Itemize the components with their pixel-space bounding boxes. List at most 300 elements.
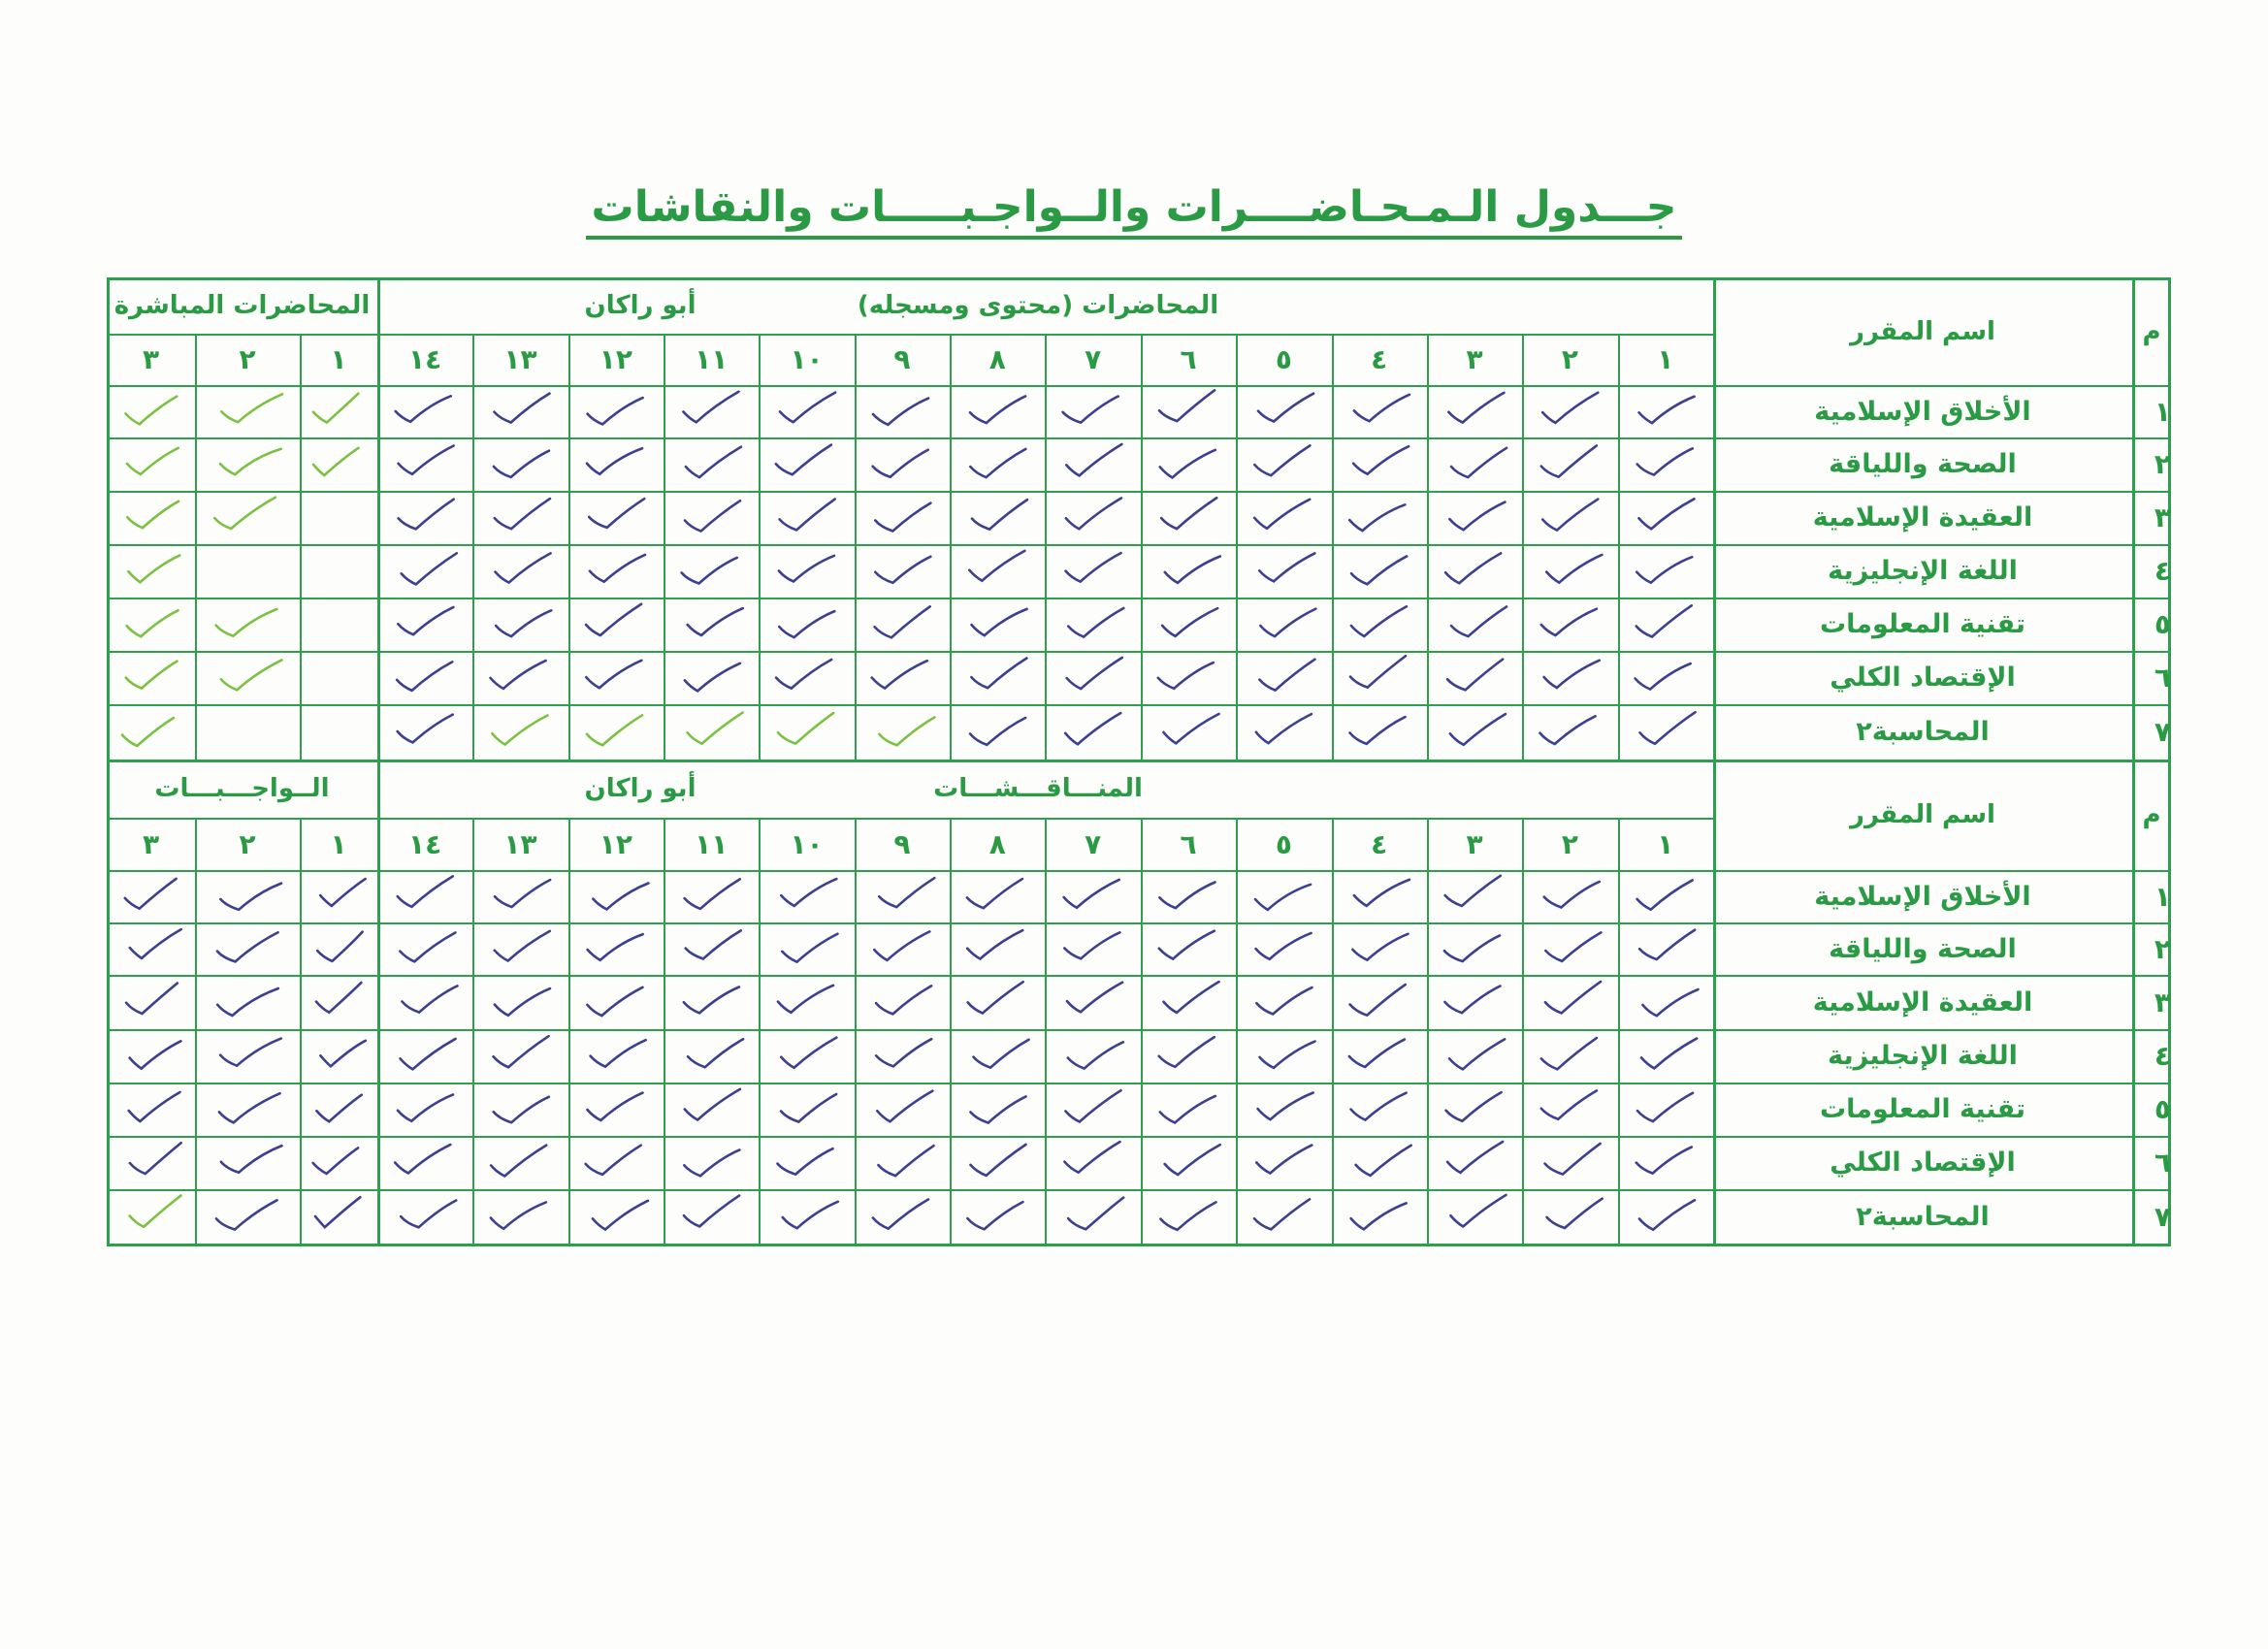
discussions-side-check-mark [107,922,195,975]
lectures-check-mark [568,704,664,760]
discussions-side-check-mark [300,1083,377,1136]
lectures-check-mark [1427,651,1522,704]
lectures-check-mark [1045,598,1140,651]
discussions-side-header: الــواجـــبـــات [154,774,330,803]
lectures-check-mark [855,385,950,437]
discussions-course-name: تقنية المعلومات [1819,1094,2026,1124]
discussions-course-header: اسم المقرر [1850,800,1995,829]
discussions-check-mark [1427,922,1522,975]
lectures-col-label: ١ [1657,343,1674,375]
lectures-index-header: م [2142,316,2161,346]
discussions-check-mark [1045,1083,1140,1136]
discussions-check-mark [855,1029,950,1083]
lectures-check-mark [1045,704,1140,760]
discussions-check-mark [759,1189,854,1244]
discussions-row-index: ٤ [2154,1040,2171,1072]
discussions-check-mark [950,1189,1045,1244]
discussions-row-index: ٥ [2154,1093,2171,1125]
lectures-col-label: ١١ [695,343,729,375]
lectures-check-mark [664,544,759,598]
discussions-check-mark [1522,1029,1617,1083]
lectures-side-check-mark [300,437,377,491]
page-title-text: جـــدول الـمـحـاضــــرات والــواجـبـــــات والنقاشات [586,182,1683,240]
lectures-check-mark [1045,491,1140,544]
discussions-col-label: ٨ [988,827,1006,860]
discussions-check-mark [855,1189,950,1244]
lectures-row-index: ٦ [2154,662,2171,694]
discussions-check-mark [759,1029,854,1083]
lectures-check-mark [377,544,472,598]
discussions-row-index: ١ [2154,880,2171,913]
discussions-check-mark [472,1029,567,1083]
lectures-check-mark [1332,437,1427,491]
lectures-side-check-mark [107,491,195,544]
discussions-side-check-mark [107,870,195,922]
lectures-col-label: ٤ [1371,343,1388,375]
lectures-check-mark [472,651,567,704]
lectures-check-mark [1427,598,1522,651]
discussions-side-check-mark [195,870,300,922]
lectures-check-mark [472,385,567,437]
discussions-col-label: ١ [1657,827,1674,860]
lectures-check-mark [1332,704,1427,760]
discussions-check-mark [1332,870,1427,922]
discussions-check-mark [1141,870,1236,922]
discussions-check-mark [1236,1083,1331,1136]
discussions-col-label: ٩ [893,827,911,860]
lectures-check-mark [472,704,567,760]
discussions-col-label: ٤ [1371,827,1388,860]
discussions-col-label: ٦ [1180,827,1197,860]
lectures-side-col-label: ٢ [239,343,256,375]
discussions-index-header: م [2142,800,2161,829]
discussions-check-mark [568,1083,664,1136]
discussions-check-mark [950,922,1045,975]
lectures-check-mark [1236,491,1331,544]
lectures-check-mark [759,704,854,760]
lectures-check-mark [1141,704,1236,760]
discussions-side-col-label: ١ [330,827,347,860]
lectures-col-label: ١٢ [599,343,632,375]
lectures-row-index: ١ [2154,395,2171,428]
lectures-check-mark [759,385,854,437]
lectures-check-mark [377,704,472,760]
lectures-check-mark [1522,437,1617,491]
lectures-side-check-mark [107,544,195,598]
lectures-check-mark [568,437,664,491]
discussions-row-index: ٦ [2154,1147,2171,1179]
lectures-check-mark [1141,651,1236,704]
discussions-bottom-border [107,1244,2171,1246]
discussions-check-mark [1236,1029,1331,1083]
discussions-check-mark [1236,975,1331,1029]
discussions-check-mark [1332,1136,1427,1189]
discussions-col-label: ١٢ [599,827,632,860]
lectures-side-col-label: ٣ [142,343,160,375]
discussions-check-mark [664,1136,759,1189]
lectures-check-mark [1141,437,1236,491]
discussions-side-check-mark [107,975,195,1029]
lectures-side-check-mark [195,491,300,544]
lectures-check-mark [1618,544,1713,598]
discussions-check-mark [1045,870,1140,922]
lectures-check-mark [664,437,759,491]
discussions-course-name: اللغة الإنجليزية [1828,1041,2018,1071]
discussions-check-mark [664,1189,759,1244]
discussions-check-mark [950,1083,1045,1136]
lectures-course-header: اسم المقرر [1850,316,1995,346]
lectures-side-check-mark [195,651,300,704]
lectures-check-mark [950,437,1045,491]
discussions-check-mark [1141,1189,1236,1244]
discussions-check-mark [472,870,567,922]
lectures-check-mark [759,491,854,544]
discussions-side-check-mark [300,870,377,922]
discussions-check-mark [1427,1029,1522,1083]
lectures-check-mark [1045,544,1140,598]
lectures-col-label: ٦ [1180,343,1197,375]
discussions-side-check-mark [195,975,300,1029]
discussions-check-mark [1332,1029,1427,1083]
lectures-check-mark [568,544,664,598]
discussions-side-check-mark [107,1083,195,1136]
discussions-check-mark [1332,975,1427,1029]
discussions-course-name: المحاسبة٢ [1856,1201,1990,1232]
discussions-side-check-mark [300,975,377,1029]
discussions-check-mark [1332,1189,1427,1244]
lectures-check-mark [664,704,759,760]
discussions-check-mark [1618,1136,1713,1189]
discussions-check-mark [664,1029,759,1083]
discussions-side-col-label: ٢ [239,827,256,860]
lectures-col-label: ٩ [893,343,911,375]
discussions-check-mark [377,975,472,1029]
lectures-side-check-mark [195,385,300,437]
lectures-check-mark [1141,385,1236,437]
lectures-row-index: ٤ [2154,555,2171,587]
discussions-check-mark [1045,1136,1140,1189]
lectures-col-label: ١٣ [503,343,537,375]
lectures-check-mark [1236,437,1331,491]
lectures-check-mark [1045,651,1140,704]
lectures-check-mark [855,651,950,704]
discussions-check-mark [950,1136,1045,1189]
lectures-check-mark [377,437,472,491]
discussions-course-name: الإقتصاد الكلي [1830,1148,2016,1178]
lectures-check-mark [1427,491,1522,544]
discussions-side-check-mark [107,1029,195,1083]
discussions-abu-rakan-label: أبو راكان [584,774,697,803]
lectures-check-mark [377,491,472,544]
discussions-group-header: المنـــاقـــشـــات [933,774,1143,803]
lectures-check-mark [759,651,854,704]
discussions-check-mark [568,922,664,975]
lectures-check-mark [1522,544,1617,598]
lectures-check-mark [1618,437,1713,491]
discussions-check-mark [1522,1083,1617,1136]
discussions-side-check-mark [107,1189,195,1244]
discussions-check-mark [1618,1029,1713,1083]
tracking-sheet [105,277,2171,1249]
lectures-check-mark [1522,598,1617,651]
discussions-row-index: ٣ [2154,986,2171,1018]
lectures-check-mark [1236,651,1331,704]
discussions-side-check-mark [195,922,300,975]
lectures-side-header: المحاضرات المباشرة [113,291,371,320]
discussions-col-label: ١١ [695,827,729,860]
lectures-course-name: الإقتصاد الكلي [1830,663,2016,693]
lectures-side-col-label: ١ [330,343,347,375]
discussions-check-mark [664,870,759,922]
discussions-check-mark [1236,1136,1331,1189]
discussions-check-mark [568,870,664,922]
lectures-check-mark [568,598,664,651]
lectures-check-mark [855,704,950,760]
discussions-side-col-label: ٣ [142,827,160,860]
lectures-course-name: المحاسبة٢ [1856,717,1990,747]
lectures-check-mark [472,598,567,651]
discussions-col-label: ٥ [1275,827,1292,860]
discussions-col-label: ٢ [1561,827,1578,860]
lectures-row-index: ٧ [2154,716,2171,748]
page-title [0,182,2268,232]
lectures-check-mark [568,651,664,704]
lectures-check-mark [1045,437,1140,491]
lectures-check-mark [664,651,759,704]
lectures-check-mark [664,491,759,544]
lectures-check-mark [950,491,1045,544]
lectures-col-label: ٥ [1275,343,1292,375]
lectures-check-mark [1522,651,1617,704]
discussions-check-mark [377,1083,472,1136]
lectures-check-mark [568,491,664,544]
discussions-check-mark [1141,1136,1236,1189]
lectures-check-mark [1427,704,1522,760]
discussions-check-mark [568,1189,664,1244]
discussions-check-mark [1332,922,1427,975]
lectures-check-mark [1427,437,1522,491]
discussions-check-mark [855,1136,950,1189]
lectures-check-mark [950,598,1045,651]
lectures-check-mark [950,544,1045,598]
discussions-check-mark [377,1189,472,1244]
discussions-side-check-mark [195,1029,300,1083]
lectures-check-mark [950,651,1045,704]
lectures-check-mark [472,491,567,544]
lectures-group-header: المحاضرات (محتوى ومسجله) [857,291,1219,320]
discussions-side-check-mark [195,1136,300,1189]
discussions-check-mark [1427,975,1522,1029]
discussions-check-mark [855,1083,950,1136]
discussions-check-mark [664,922,759,975]
discussions-check-mark [1045,922,1140,975]
discussions-col-label: ٧ [1085,827,1102,860]
discussions-check-mark [950,975,1045,1029]
discussions-check-mark [1141,922,1236,975]
lectures-check-mark [1618,704,1713,760]
lectures-check-mark [1522,704,1617,760]
lectures-side-check-mark [300,385,377,437]
lectures-check-mark [950,704,1045,760]
discussions-check-mark [759,870,854,922]
lectures-check-mark [568,385,664,437]
lectures-check-mark [855,437,950,491]
discussions-check-mark [1522,1136,1617,1189]
discussions-check-mark [950,1029,1045,1083]
lectures-check-mark [472,544,567,598]
lectures-side-check-mark [107,704,195,760]
discussions-side-check-mark [300,922,377,975]
lectures-check-mark [1618,385,1713,437]
lectures-check-mark [1141,598,1236,651]
lectures-check-mark [1332,385,1427,437]
lectures-check-mark [472,437,567,491]
discussions-check-mark [472,922,567,975]
discussions-check-mark [1045,1029,1140,1083]
discussions-check-mark [568,975,664,1029]
lectures-side-check-mark [107,437,195,491]
lectures-side-check-mark [195,598,300,651]
discussions-check-mark [377,870,472,922]
lectures-row-index: ٣ [2154,501,2171,534]
lectures-check-mark [1618,491,1713,544]
discussions-check-mark [472,975,567,1029]
lectures-course-name: اللغة الإنجليزية [1828,556,2018,586]
lectures-check-mark [855,598,950,651]
lectures-side-check-mark [107,385,195,437]
discussions-side-check-mark [195,1189,300,1244]
lectures-check-mark [1236,598,1331,651]
lectures-col-label: ١٤ [408,343,442,375]
discussions-col-label: ١٣ [503,827,537,860]
lectures-check-mark [664,598,759,651]
discussions-check-mark [568,1029,664,1083]
lectures-check-mark [1522,491,1617,544]
lectures-course-name: تقنية المعلومات [1819,609,2026,639]
lectures-abu-rakan-label: أبو راكان [584,291,697,320]
discussions-check-mark [1045,1189,1140,1244]
discussions-side-check-mark [300,1189,377,1244]
discussions-side-check-mark [300,1029,377,1083]
lectures-check-mark [664,385,759,437]
lectures-check-mark [855,491,950,544]
lectures-side-check-mark [107,651,195,704]
discussions-check-mark [1618,1189,1713,1244]
lectures-check-mark [377,385,472,437]
discussions-check-mark [759,922,854,975]
lectures-col-label: ١٠ [790,343,824,375]
lectures-check-mark [759,544,854,598]
discussions-check-mark [568,1136,664,1189]
lectures-col-label: ٢ [1561,343,1578,375]
lectures-course-name: العقيدة الإسلامية [1812,502,2033,533]
lectures-col-label: ٣ [1466,343,1483,375]
lectures-row-index: ٥ [2154,608,2171,640]
discussions-check-mark [472,1083,567,1136]
lectures-check-mark [1236,385,1331,437]
discussions-course-name: العقيدة الإسلامية [1812,986,2033,1018]
discussions-check-mark [472,1136,567,1189]
discussions-side-check-mark [195,1083,300,1136]
lectures-check-mark [1427,385,1522,437]
discussions-check-mark [1427,1189,1522,1244]
discussions-check-mark [377,1029,472,1083]
discussions-check-mark [855,975,950,1029]
lectures-row-index: ٢ [2154,448,2171,480]
lectures-check-mark [1332,491,1427,544]
lectures-col-label: ٨ [988,343,1006,375]
discussions-course-name: الصحة واللياقة [1829,933,2017,964]
lectures-check-mark [950,385,1045,437]
lectures-side-check-mark [195,437,300,491]
discussions-check-mark [1427,1136,1522,1189]
lectures-check-mark [1045,385,1140,437]
lectures-check-mark [1236,544,1331,598]
discussions-check-mark [664,975,759,1029]
lectures-check-mark [759,598,854,651]
discussions-check-mark [1618,870,1713,922]
discussions-col-label: ١٠ [790,827,824,860]
discussions-check-mark [1045,975,1140,1029]
lectures-check-mark [1236,704,1331,760]
discussions-check-mark [1141,1083,1236,1136]
lectures-check-mark [1522,385,1617,437]
lectures-check-mark [1618,651,1713,704]
discussions-check-mark [377,922,472,975]
discussions-check-mark [1618,922,1713,975]
discussions-side-check-mark [107,1136,195,1189]
discussions-check-mark [1427,870,1522,922]
discussions-check-mark [472,1189,567,1244]
discussions-check-mark [1236,1189,1331,1244]
discussions-row-index: ٢ [2154,932,2171,965]
lectures-check-mark [1332,598,1427,651]
discussions-check-mark [855,870,950,922]
lectures-check-mark [855,544,950,598]
lectures-side-check-mark [107,598,195,651]
discussions-check-mark [1141,1029,1236,1083]
lectures-check-mark [1141,544,1236,598]
discussions-check-mark [1522,975,1617,1029]
discussions-check-mark [1618,975,1713,1029]
discussions-check-mark [1141,975,1236,1029]
discussions-row-index: ٧ [2154,1200,2171,1233]
discussions-check-mark [1522,1189,1617,1244]
discussions-check-mark [1332,1083,1427,1136]
discussions-check-mark [855,922,950,975]
discussions-check-mark [1522,870,1617,922]
discussions-check-mark [1427,1083,1522,1136]
lectures-check-mark [377,651,472,704]
discussions-check-mark [377,1136,472,1189]
lectures-check-mark [1427,544,1522,598]
lectures-course-name: الأخلاق الإسلامية [1814,396,2031,427]
lectures-check-mark [1618,598,1713,651]
discussions-side-check-mark [300,1136,377,1189]
discussions-check-mark [950,870,1045,922]
discussions-check-mark [759,1136,854,1189]
lectures-check-mark [1332,544,1427,598]
discussions-check-mark [664,1083,759,1136]
discussions-col-label: ١٤ [408,827,442,860]
discussions-check-mark [1236,870,1331,922]
lectures-check-mark [1332,651,1427,704]
lectures-col-label: ٧ [1085,343,1102,375]
lectures-check-mark [377,598,472,651]
lectures-check-mark [759,437,854,491]
discussions-check-mark [759,975,854,1029]
discussions-check-mark [1522,922,1617,975]
